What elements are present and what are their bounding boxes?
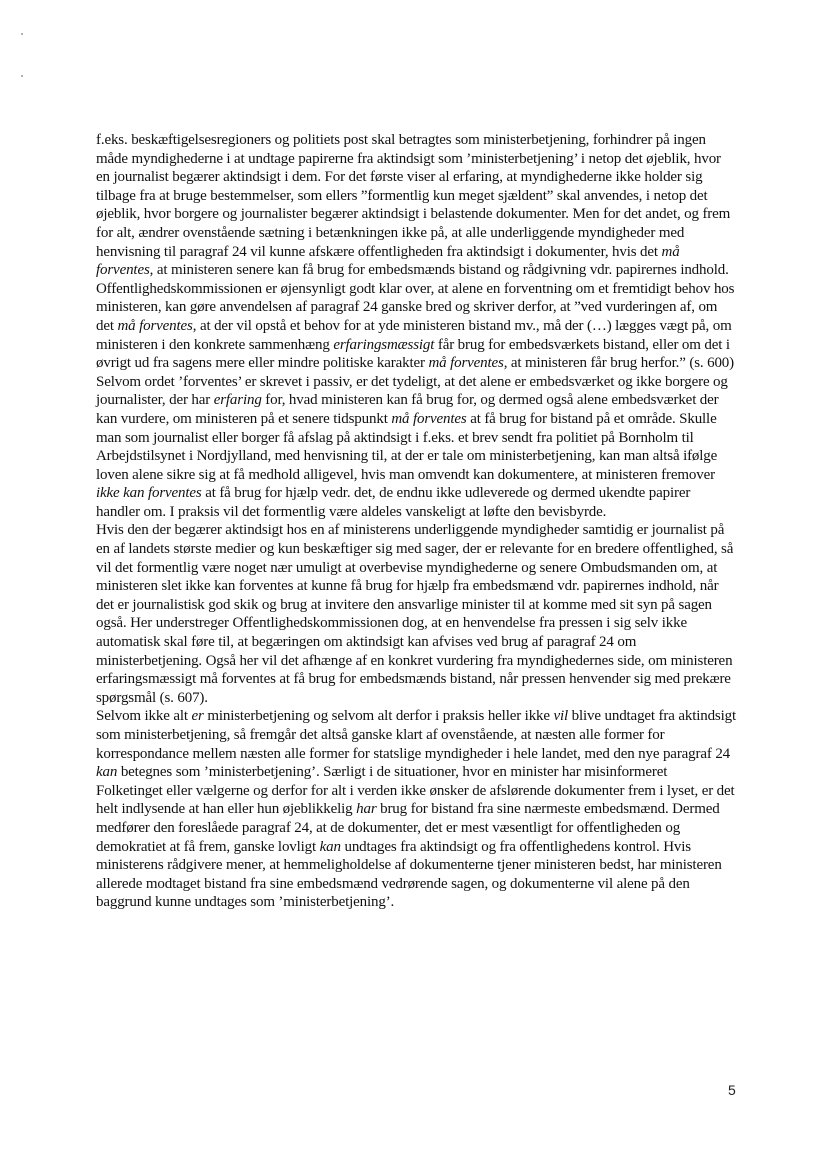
text-run: f.eks. beskæftigelsesregioners og politiets post skal betragtes som ministerbetjening, forhindrer på ingen måde myndighederne i at undtage papirerne fra aktindsigt som ’ministerbetjening’ i netop det øjeblik, hvor en journalist begærer aktindsigt i dem. For det første viser al erfaring, at myndighederne ikke holder sig tilbage fra at bruge bestemmelser, som ellers ”formentlig kun meget sjældent” skal anvendes, i netop det øjeblik, hvor borgere og journalister begærer aktindsigt i belastende dokumenter. Men for det andet, og frem for alt, ændrer ovenstående sætning i betænkningen ikke på, at alle underliggende myndigheder med henvisning til paragraf 24 vil kunne afskære offentligheden fra aktindsigt i dokumenter, hvis det [96, 132, 731, 260]
italic-text: må forventes [96, 243, 680, 279]
text-run: ministerbetjening og selvom alt derfor i praksis heller ikke [203, 708, 554, 725]
italic-text: har [356, 801, 377, 818]
text-run: at få brug for hjælp vedr. det, de endnu ikke udleverede og dermed ukendte papirer handler om. I praksis vil det formentlig være aldeles vanskeligt at løfte den bevisbyrde. [96, 485, 691, 520]
text-run: brug for bistand fra sine nærmeste embedsmænd. Dermed medfører den foreslåede paragraf 24, at de dokumenter, det er mest væsentligt for offentligheden og demokratiet at få frem, ganske lovligt [96, 801, 720, 855]
paragraph [96, 521, 736, 707]
italic-text: ikke kan forventes [96, 485, 202, 502]
paragraph [96, 131, 736, 280]
italic-text: må forventes [391, 410, 467, 427]
italic-text: kan [319, 838, 341, 855]
italic-text: er [191, 708, 204, 725]
text-run: Selvom ordet ’forventes’ er skrevet i passiv, er det tydeligt, at det alene er embedsværket og ikke borgere og journalister, der har [96, 373, 728, 409]
page-number: 5 [728, 1082, 736, 1098]
body-text [96, 131, 736, 912]
italic-text: vil [553, 708, 569, 725]
italic-text: må forventes [428, 355, 504, 372]
paragraph [96, 707, 736, 912]
text-run: , at ministeren senere kan få brug for embedsmænds bistand og rådgivning vdr. papirernes indhold. [149, 262, 729, 279]
text-run: blive undtaget fra aktindsigt som ministerbetjening, så fremgår det altså ganske klart af ovenstående, at næsten alle former for korrespondance mellem næsten alle former for statslige myndigheder i hele landet, med den nye paragraf 24 [96, 708, 737, 762]
italic-text: kan [96, 764, 118, 781]
italic-text: erfaring [213, 392, 262, 409]
paragraph [96, 373, 736, 522]
paragraph [96, 280, 736, 373]
text-run: at få brug for bistand på et område. Skulle man som journalist eller borger få afslag på aktindsigt i f.eks. et brev sendt fra politiet på Bornholm til Arbejdstilsynet i Nordjylland, med henvisning til, at der er tale om ministerbetjening, kan man altså ifølge loven alene sikre sig at få medhold alligevel, hvis man omvendt kan dokumentere, at ministeren fremover [96, 410, 718, 483]
text-run: , at der vil opstå et behov for at yde ministeren bistand mv., må der (…) lægges vægt på, om ministeren i den konkrete sammenhæng [96, 317, 732, 353]
text-run: , at ministeren får brug herfor.” (s. 600) [503, 355, 734, 372]
text-run: Selvom ikke alt [96, 708, 192, 725]
scan-speck [21, 75, 23, 77]
text-run: for, hvad ministeren kan få brug for, og dermed også alene embedsværket der kan vurdere, om ministeren på et senere tidspunkt [96, 392, 719, 427]
scan-speck [21, 33, 23, 35]
italic-text: må forventes [117, 317, 193, 334]
text-run: undtages fra aktindsigt og fra offentlighedens kontrol. Hvis ministerens rådgivere mener, at hemmeligholdelse af dokumenterne tjener ministeren bedst, har ministeren allerede modtaget bistand fra sine embedsmænd vedrørende sagen, og dokumenterne vil alene på den baggrund kunne undtages som ’ministerbetjening’. [96, 838, 722, 911]
text-run: Hvis den der begærer aktindsigt hos en af ministerens underliggende myndigheder samtidig er journalist på en af landets største medier og kun beskæftiger sig med sager, der er relevante for en bredere offentlighed, så vil det formentlig være noget nær umuligt at overbevise myndighederne og senere Ombudsmanden om, at ministeren slet ikke kan forventes at kunne få brug for hjælp fra embedsmænd vdr. papirernes indhold, når det er journalistisk god skik og brug at invitere den ansvarlige minister til at komme med sit syn på sagen også. Her understreger Offentlighedskommissionen dog, at en henvendelse fra pressen i sig selv ikke automatisk skal føre til, at begæringen om aktindsigt kan afvises ved brug af paragraf 24 om ministerbetjening. Også her vil det afhænge af en konkret vurdering fra myndighedernes side, om ministeren erfaringsmæssigt må forventes at få brug for embedsmænds bistand, når pressen henvender sig med prekære spørgsmål (s. 607). [96, 522, 734, 706]
italic-text: erfaringsmæssigt [333, 336, 435, 353]
text-run: betegnes som ’ministerbetjening’. Særligt i de situationer, hvor en minister har misinformeret Folketinget eller vælgerne og derfor for alt i verden ikke ønsker de afslørende dokumenter frem i lyset, er det helt indlysende at han eller hun øjeblikkelig [96, 764, 735, 818]
text-run: Offentlighedskommissionen er øjensynligt godt klar over, at alene en forventning om et fremtidigt behov hos ministeren, kan gøre anvendelsen af paragraf 24 ganske bred og skriver derfor, at ”ved vurderingen af, om det [96, 280, 735, 334]
text-run: får brug for embedsværkets bistand, eller om det i øvrigt ud fra sagens mere eller mindre politiske karakter [96, 336, 730, 372]
